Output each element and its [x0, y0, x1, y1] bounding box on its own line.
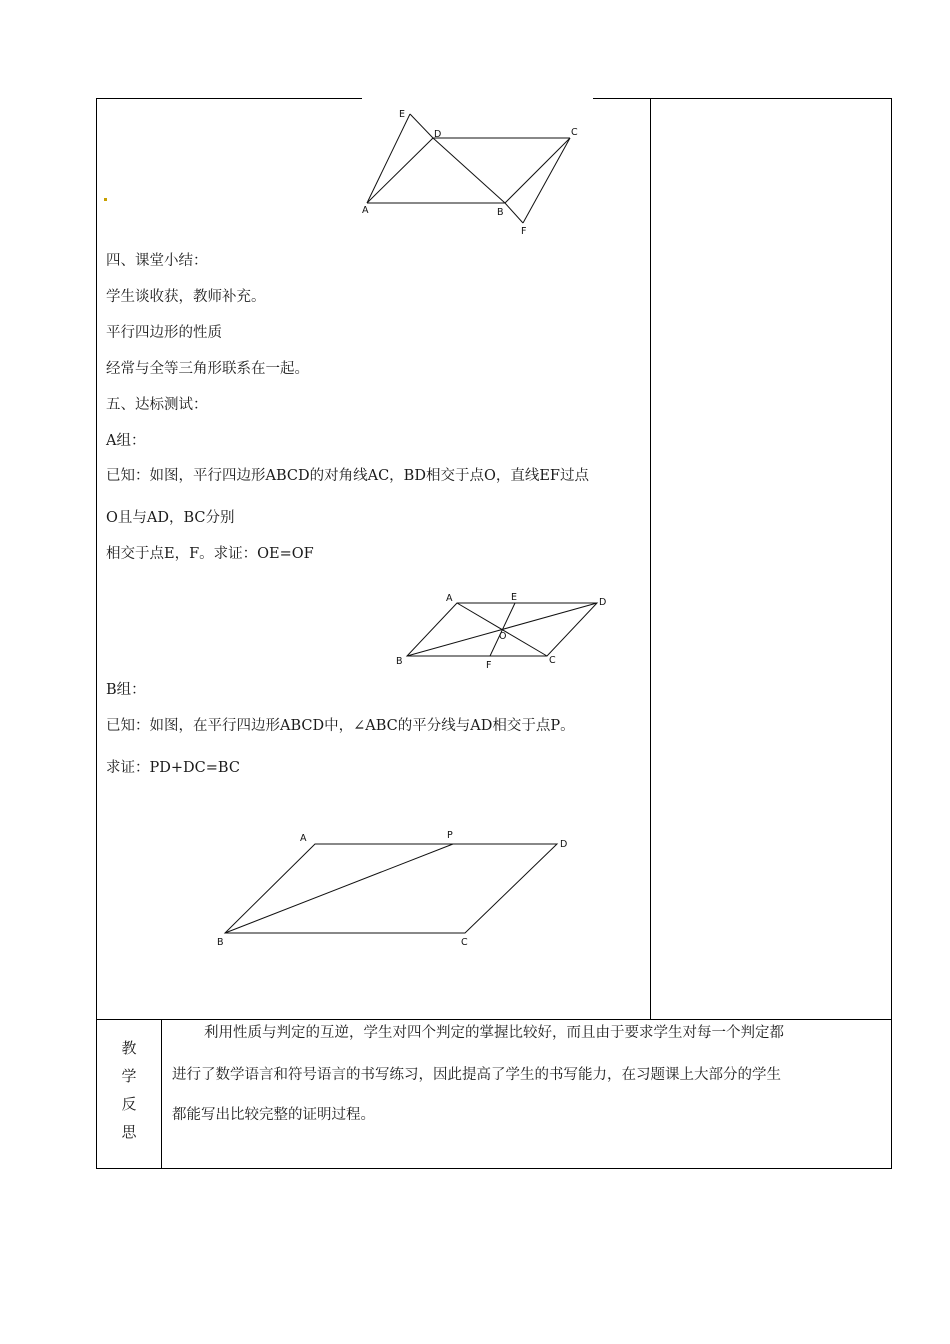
segment-bf	[505, 203, 523, 223]
label-a: A	[362, 205, 369, 216]
figure-2-diagram	[390, 588, 620, 673]
reflection-line1: 利用性质与判定的互逆，学生对四个判定的掌握比较好，而且由于要求学生对每一个判定都	[204, 1025, 784, 1041]
bisector-bp	[225, 844, 453, 933]
segment-ed	[410, 114, 433, 138]
section4-line2: 平行四边形的性质	[106, 325, 222, 341]
segment-ea	[367, 114, 410, 203]
group-a-label: A组：	[106, 433, 146, 449]
reflection-label-char-1: 教	[121, 1039, 137, 1057]
reflection-label-char-2: 学	[121, 1067, 137, 1085]
reflection-line2: 进行了数学语言和符号语言的书写练习，因此提高了学生的书写能力，在习题课上大部分的学生	[172, 1067, 781, 1083]
section4-heading: 四、课堂小结：	[106, 253, 208, 269]
group-b-label: B组：	[106, 682, 146, 698]
group-a-problem-line2: O且与AD，BC分别	[106, 510, 235, 526]
label-a: A	[300, 833, 307, 844]
label-d: D	[560, 839, 568, 850]
reflection-label-char-4: 思	[121, 1123, 137, 1141]
segment-cb	[505, 138, 570, 203]
label-c: C	[461, 937, 468, 948]
label-p: P	[447, 830, 453, 841]
table-row-divider	[96, 1019, 892, 1020]
group-b-problem-line1: 已知：如图，在平行四边形ABCD中，∠ABC的平分线与AD相交于点P。	[106, 718, 575, 734]
label-c: C	[549, 655, 556, 666]
label-f: F	[486, 660, 492, 671]
figure1-background	[362, 96, 593, 100]
label-e: E	[399, 109, 406, 120]
label-d: D	[434, 129, 442, 140]
parallelogram-abcd	[225, 844, 557, 933]
label-b: B	[217, 937, 224, 948]
table-border-left	[96, 98, 97, 1169]
label-b: B	[497, 207, 504, 218]
table-border-right	[891, 98, 892, 1169]
group-a-problem-line3: 相交于点E，F。求证：OE=OF	[106, 546, 314, 562]
reflection-line3: 都能写出比较完整的证明过程。	[172, 1107, 375, 1123]
segment-ad	[367, 138, 433, 203]
label-o: O	[499, 631, 507, 642]
segment-cf	[523, 138, 570, 223]
label-d: D	[599, 597, 607, 608]
table-border-bottom	[96, 1168, 892, 1169]
figure-3-diagram	[210, 825, 580, 955]
label-e: E	[511, 592, 518, 603]
label-a: A	[446, 593, 453, 604]
section4-line3: 经常与全等三角形联系在一起。	[106, 361, 309, 377]
table-column-divider	[650, 98, 651, 1020]
section5-heading: 五、达标测试：	[106, 397, 208, 413]
figure-1-diagram	[355, 105, 595, 240]
label-f: F	[521, 226, 527, 237]
marker-dot	[104, 198, 107, 201]
label-c: C	[571, 127, 578, 138]
label-b: B	[396, 656, 403, 667]
reflection-label-divider	[161, 1019, 162, 1169]
group-a-problem-line1: 已知：如图，平行四边形ABCD的对角线AC，BD相交于点O，直线EF过点	[106, 468, 589, 484]
segment-db	[433, 138, 505, 203]
segment-ef	[490, 603, 515, 656]
section4-line1: 学生谈收获，教师补充。	[106, 289, 266, 305]
group-b-problem-line2: 求证：PD+DC=BC	[106, 760, 240, 776]
reflection-label-char-3: 反	[121, 1095, 137, 1113]
